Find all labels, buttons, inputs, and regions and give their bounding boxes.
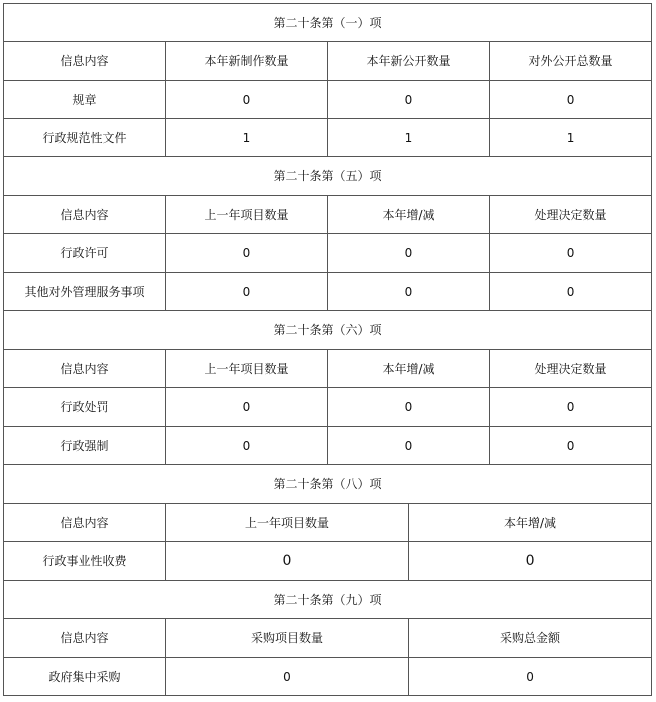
column-header: 对外公开总数量 xyxy=(490,42,652,81)
table-cell: 0 xyxy=(490,388,652,427)
column-header: 本年增/减 xyxy=(409,504,652,542)
table-cell: 0 xyxy=(490,81,652,119)
table-cell: 0 xyxy=(166,658,409,696)
column-header: 本年新公开数量 xyxy=(328,42,490,81)
table-cell: 0 xyxy=(490,234,652,273)
table-row xyxy=(4,234,652,273)
column-header: 信息内容 xyxy=(4,504,166,542)
table-row xyxy=(4,119,652,157)
section-title: 第二十条第（五）项 xyxy=(4,157,652,196)
table-cell: 0 xyxy=(328,388,490,427)
section-5-title-row xyxy=(4,581,652,619)
column-header: 本年新制作数量 xyxy=(166,42,328,81)
row-label: 行政事业性收费 xyxy=(4,542,166,581)
section-3-title-row xyxy=(4,311,652,350)
column-header: 处理决定数量 xyxy=(490,350,652,388)
table-row xyxy=(4,427,652,465)
table-cell: 0 xyxy=(328,273,490,311)
table-cell: 0 xyxy=(166,388,328,427)
table-row xyxy=(4,542,652,581)
table-row xyxy=(4,273,652,311)
table-cell: 0 xyxy=(166,81,328,119)
table-row xyxy=(4,388,652,427)
table-cell: 0 xyxy=(328,81,490,119)
column-header: 采购项目数量 xyxy=(166,619,409,658)
table-cell: 0 xyxy=(166,273,328,311)
column-header: 本年增/减 xyxy=(328,350,490,388)
column-header: 上一年项目数量 xyxy=(166,196,328,234)
section-1-header-row xyxy=(4,42,652,81)
column-header: 采购总金额 xyxy=(409,619,652,658)
table-cell: 0 xyxy=(328,427,490,465)
table-cell: 0 xyxy=(409,542,652,581)
column-header: 信息内容 xyxy=(4,196,166,234)
column-header: 信息内容 xyxy=(4,619,166,658)
column-header: 信息内容 xyxy=(4,350,166,388)
section-1-title-row xyxy=(4,4,652,42)
table-cell: 0 xyxy=(166,427,328,465)
row-label: 行政强制 xyxy=(4,427,166,465)
column-header: 上一年项目数量 xyxy=(166,350,328,388)
column-header: 处理决定数量 xyxy=(490,196,652,234)
column-header: 上一年项目数量 xyxy=(166,504,409,542)
table-row xyxy=(4,658,652,696)
table-cell: 1 xyxy=(328,119,490,157)
section-3-header-row xyxy=(4,350,652,388)
section-4-title-row xyxy=(4,465,652,504)
section-title: 第二十条第（一）项 xyxy=(4,4,652,42)
table-cell: 0 xyxy=(490,273,652,311)
section-title: 第二十条第（八）项 xyxy=(4,465,652,504)
table-cell: 0 xyxy=(166,234,328,273)
section-5-header-row xyxy=(4,619,652,658)
row-label: 其他对外管理服务事项 xyxy=(4,273,166,311)
column-header: 本年增/减 xyxy=(328,196,490,234)
government-disclosure-table xyxy=(3,3,652,696)
table-cell: 0 xyxy=(166,542,409,581)
table-cell: 0 xyxy=(490,427,652,465)
section-2-title-row xyxy=(4,157,652,196)
row-label: 规章 xyxy=(4,81,166,119)
section-title: 第二十条第（六）项 xyxy=(4,311,652,350)
section-2-header-row xyxy=(4,196,652,234)
table-row xyxy=(4,81,652,119)
row-label: 行政处罚 xyxy=(4,388,166,427)
row-label: 政府集中采购 xyxy=(4,658,166,696)
section-title: 第二十条第（九）项 xyxy=(4,581,652,619)
table-cell: 1 xyxy=(490,119,652,157)
table-cell: 0 xyxy=(409,658,652,696)
table-cell: 1 xyxy=(166,119,328,157)
table-cell: 0 xyxy=(328,234,490,273)
row-label: 行政许可 xyxy=(4,234,166,273)
column-header: 信息内容 xyxy=(4,42,166,81)
row-label: 行政规范性文件 xyxy=(4,119,166,157)
section-4-header-row xyxy=(4,504,652,542)
